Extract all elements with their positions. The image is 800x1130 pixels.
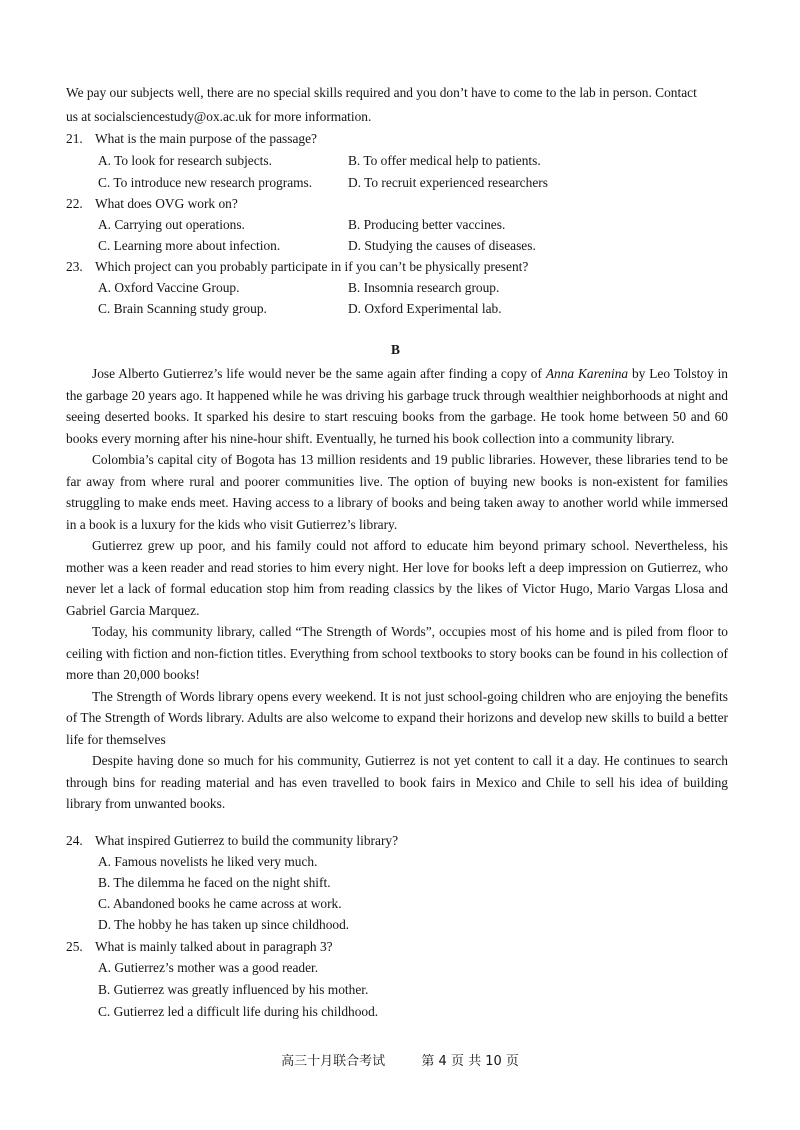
question-21-stem: What is the main purpose of the passage? [95,131,317,146]
question-23-option-b: B. Insomnia research group. [348,280,500,295]
question-24-option-d: D. The hobby he has taken up since childhood. [98,917,350,932]
question-24-number: 24. [66,833,83,848]
question-25-option-a: A. Gutierrez’s mother was a good reader. [98,960,319,975]
passage-b-paragraph-4: Today, his community library, called “The Strength of Words”, occupies most of his home and is piled from floor to ceiling with fiction and non-fiction titles. Everything from school textbooks to story books can be found in his collection of more than 20,000 books! [66,624,728,682]
question-23-option-d: D. Oxford Experimental lab. [348,301,502,316]
passage-b-paragraph-6: Despite having done so much for his community, Gutierrez is not yet content to call it a day. He continues to search through bins for reading material and has even travelled to book fairs in Mexico and Chile to sell his idea of building library from unwanted books. [66,753,728,811]
section-b-heading: B [391,342,400,357]
book-title-anna-karenina: Anna Karenina [545,366,629,381]
question-23-stem: Which project can you probably participate in if you can’t be physically present? [95,259,529,274]
question-22-option-d: D. Studying the causes of diseases. [348,238,536,253]
question-25-number: 25. [66,939,83,954]
question-21-option-d: D. To recruit experienced researchers [348,175,548,190]
intro-line-1: We pay our subjects well, there are no special skills required and you don’t have to come to the lab in person. Contact [66,85,697,100]
question-24-stem: What inspired Gutierrez to build the community library? [95,833,399,848]
question-24-option-c: C. Abandoned books he came across at work. [98,896,342,911]
question-22-option-a: A. Carrying out operations. [98,217,245,232]
passage-b-paragraph-3: Gutierrez grew up poor, and his family could not afford to educate him beyond primary school. Nevertheless, his mother was a keen reader and read stories to him every night. Her love for books left a deep impression on Gutierrez, who never let a lack of formal education stop him from reading classics by the likes of Victor Hugo, Mario Vargas Llosa and Gabriel Garcia Marquez. [66,538,728,618]
page-footer [0,1050,800,1069]
passage-b [66,363,728,815]
question-22-number: 22. [66,196,83,211]
question-21-option-c: C. To introduce new research programs. [98,175,313,190]
passage-b-paragraph-1: Jose Alberto Gutierrez’s life would never be the same again after finding a copy of Anna Karenina by Leo Tolstoy in the garbage 20 years ago. It happened while he was driving his garbage truck through wealthier neighborhoods at night and seeing deserted books. It sparked his desire to start rescuing books from the garbage. He took home between 50 and 60 books every morning after his nine-hour shift. Eventually, he turned his book collection into a community library. [66,366,728,446]
question-21-option-a: A. To look for research subjects. [98,153,272,168]
question-22-option-c: C. Learning more about infection. [98,238,281,253]
passage-b-paragraph-2: Colombia’s capital city of Bogota has 13 million residents and 19 public libraries. However, these libraries tend to be far away from where rural and poorer communities live. The option of buying new books is non-existent for families struggling to make ends meet. Having access to a library of books and being taken away to another world while immersed in a book is a luxury for the kids who visit Gutierrez’s library. [66,452,728,532]
question-23-number: 23. [66,259,83,274]
question-21-option-b: B. To offer medical help to patients. [348,153,541,168]
question-21-number: 21. [66,131,83,146]
question-24-option-b: B. The dilemma he faced on the night shift. [98,875,331,890]
question-25-stem: What is mainly talked about in paragraph 3? [95,939,333,954]
intro-line-2: us at socialsciencestudy@ox.ac.uk for more information. [66,109,372,124]
question-25-option-b: B. Gutierrez was greatly influenced by his mother. [98,982,369,997]
question-24-option-a: A. Famous novelists he liked very much. [98,854,318,869]
question-23-option-a: A. Oxford Vaccine Group. [98,280,240,295]
footer-page-number: 第 4 页 共 10 页 [421,1054,519,1069]
footer-exam-name: 高三十月联合考试 [281,1054,386,1069]
passage-b-paragraph-5: The Strength of Words library opens every weekend. It is not just school-going children who are enjoying the benefits of The Strength of Words library. Adults are also welcome to expand their horizons and develop new skills to build a better life for themselves [66,688,728,747]
question-23-option-c: C. Brain Scanning study group. [98,301,267,316]
question-22-option-b: B. Producing better vaccines. [348,217,506,232]
question-25-option-c: C. Gutierrez led a difficult life during his childhood. [98,1004,379,1019]
question-22-stem: What does OVG work on? [95,196,238,211]
